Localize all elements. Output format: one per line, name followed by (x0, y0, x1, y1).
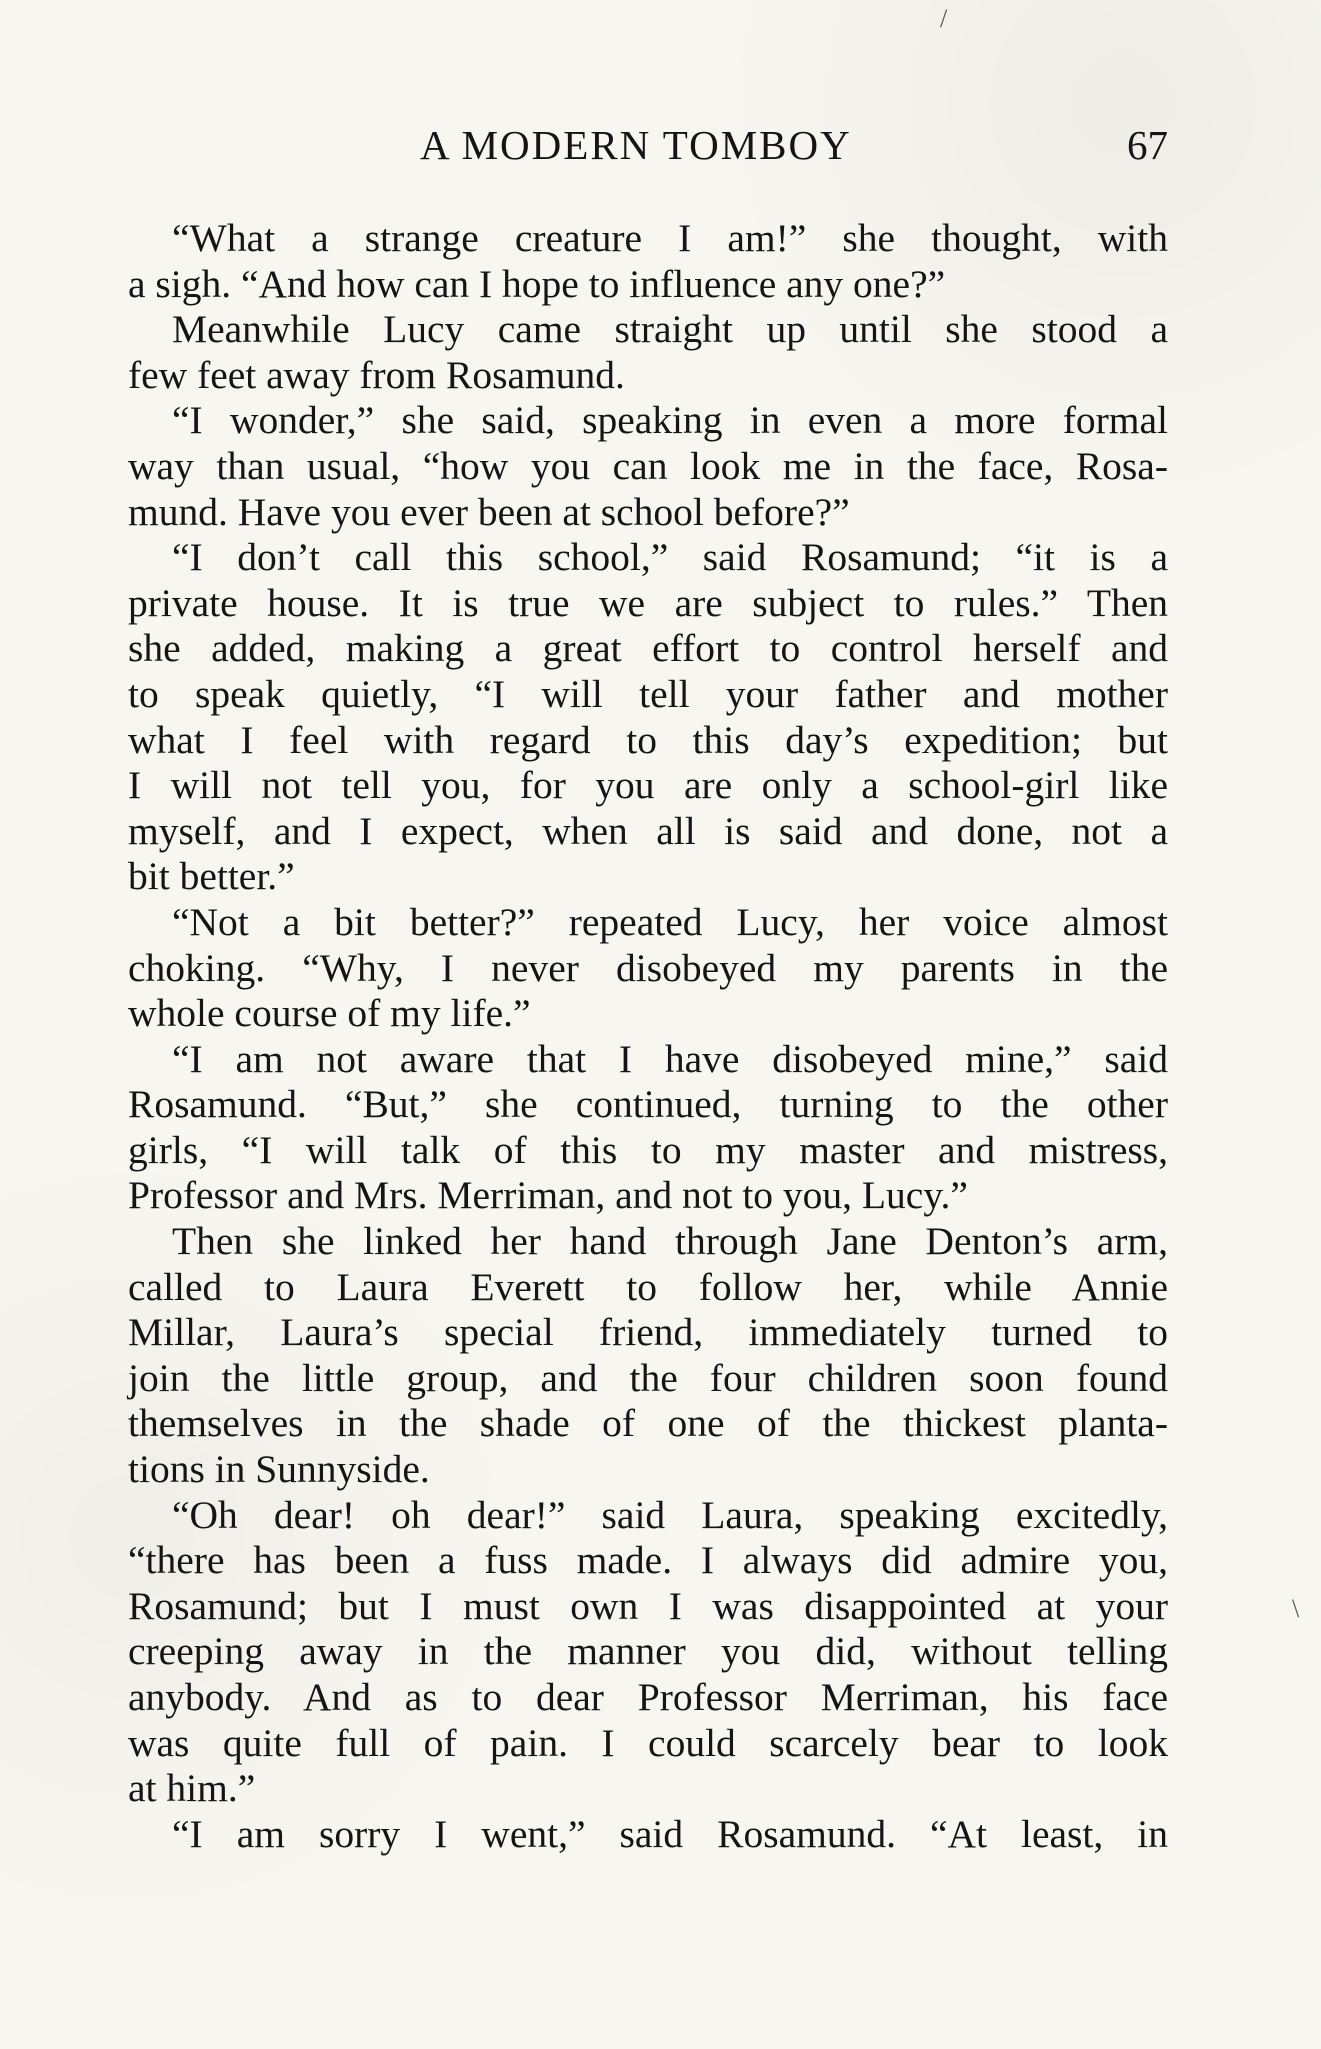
text-line: mund. Have you ever been at school before?” (128, 489, 850, 534)
text-line: at him.” (128, 1766, 256, 1811)
text-line: “I wonder,” she said, speaking in even a more formal (172, 398, 1168, 443)
text-line: Rosamund. “But,” she continued, turning to the other (128, 1082, 1168, 1127)
text-line: myself, and I expect, when all is said and done, not a (128, 808, 1168, 853)
text-line: “I don’t call this school,” said Rosamund; “it is a (172, 535, 1168, 580)
text-line: girls, “I will talk of this to my master and mistress, (128, 1127, 1168, 1172)
text-line: Professor and Mrs. Merriman, and not to you, Lucy.” (128, 1173, 968, 1218)
running-title: A MODERN TOMBOY (420, 122, 852, 168)
text-line: Rosamund; but I must own I was disappointed at your (128, 1583, 1168, 1628)
text-line: “there has been a fuss made. I always did admire you, (128, 1538, 1168, 1583)
text-line: she added, making a great effort to control herself and (128, 626, 1168, 671)
text-line: I will not tell you, for you are only a school-girl like (128, 763, 1168, 808)
text-line: Millar, Laura’s special friend, immediately turned to (128, 1310, 1168, 1355)
text-line: private house. It is true we are subject to rules.” Then (128, 580, 1168, 625)
text-line: Then she linked her hand through Jane Denton’s arm, (172, 1219, 1168, 1264)
text-line: called to Laura Everett to follow her, while Annie (128, 1264, 1168, 1309)
running-header (128, 118, 1168, 172)
text-line: “I am sorry I went,” said Rosamund. “At least, in (172, 1811, 1168, 1856)
text-line: what I feel with regard to this day’s expedition; but (128, 717, 1168, 762)
text-line: join the little group, and the four children soon found (128, 1355, 1168, 1400)
text-line: themselves in the shade of one of the thickest planta- (128, 1401, 1168, 1446)
text-line: bit better.” (128, 854, 295, 899)
text-line: to speak quietly, “I will tell your father and mother (128, 671, 1168, 716)
text-line: tions in Sunnyside. (128, 1447, 430, 1492)
text-line: “What a strange creature I am!” she thought, with (172, 216, 1168, 260)
text-line: was quite full of pain. I could scarcely bear to look (128, 1720, 1168, 1765)
text-line: few feet away from Rosamund. (128, 352, 625, 397)
body-text (128, 216, 1168, 1857)
scan-mark-right: \ (1292, 1594, 1300, 1623)
text-line: anybody. And as to dear Professor Merriman, his face (128, 1675, 1168, 1719)
text-line: way than usual, “how you can look me in the face, Rosa- (128, 443, 1168, 488)
text-line: “Oh dear! oh dear!” said Laura, speaking excitedly, (172, 1492, 1168, 1537)
text-line: creeping away in the manner you did, without telling (128, 1629, 1168, 1674)
text-line: a sigh. “And how can I hope to influence any one?” (128, 261, 946, 306)
scan-mark-top: / (940, 4, 948, 33)
text-line: “I am not aware that I have disobeyed mine,” said (172, 1036, 1168, 1081)
text-line: “Not a bit better?” repeated Lucy, her voice almost (172, 899, 1168, 944)
text-line: choking. “Why, I never disobeyed my parents in the (128, 945, 1168, 990)
text-line: whole course of my life.” (128, 991, 531, 1036)
page-number: 67 (1127, 122, 1168, 168)
text-line: Meanwhile Lucy came straight up until she stood a (172, 307, 1168, 352)
